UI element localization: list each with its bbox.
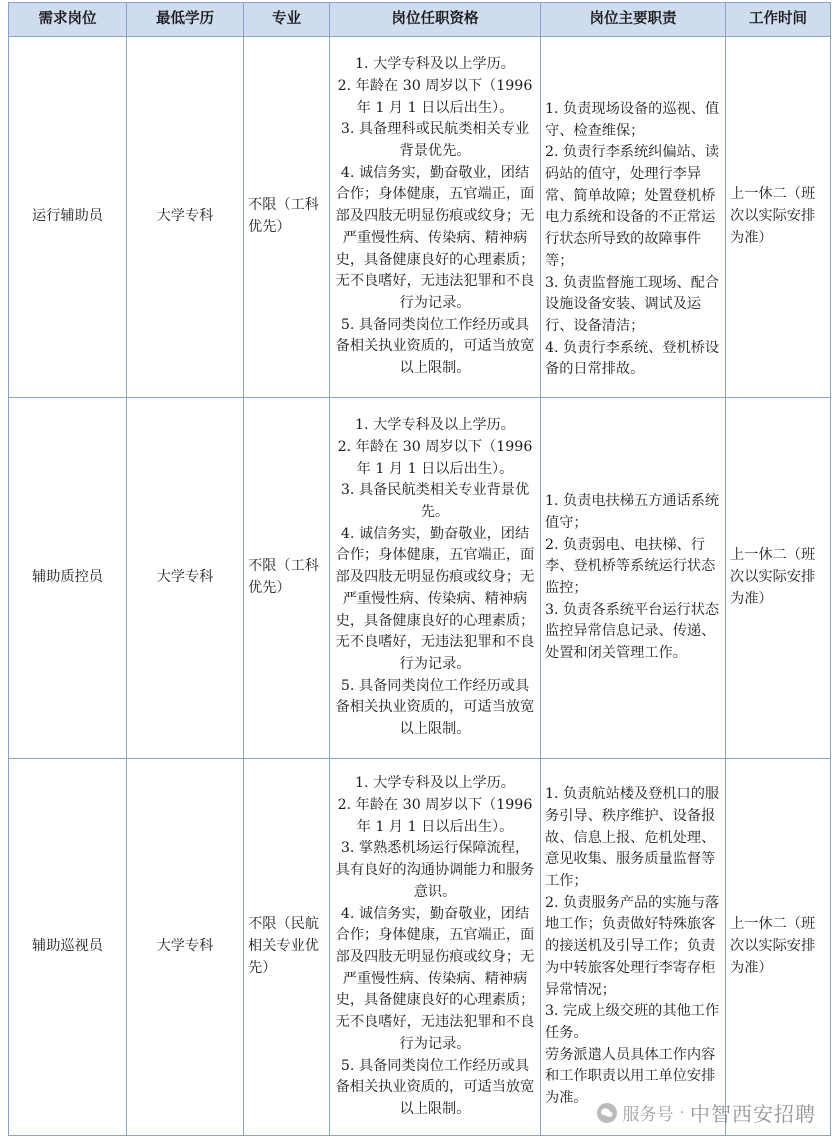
watermark-separator: · (679, 1104, 684, 1121)
qualification-item: 1. 大学专科及以上学历。 (355, 56, 515, 73)
duty-item: 2. 负责弱电、电扶梯、行李、登机桥等系统运行状态监控； (545, 536, 716, 596)
cell-duties (541, 759, 726, 1136)
cell-qualifications (330, 759, 541, 1136)
qualification-item: 2. 年龄在 30 周岁以下（1996 年 1 月 1 日以后出生）。 (337, 438, 533, 477)
qualification-item: 1. 大学专科及以上学历。 (355, 775, 515, 792)
qualification-item: 2. 年龄在 30 周岁以下（1996 年 1 月 1 日以后出生）。 (337, 797, 533, 835)
watermark-account-type: 服务号 (622, 1105, 674, 1125)
qualification-item: 4. 诚信务实，勤奋敬业，团结合作；身体健康，五官端正，面部及四肢无明显伤痕或纹身；无严重慢性病、传染病、精神病史，具备健康良好的心理素质；无不良嗜好，无违法犯罪和不良行为记录。 (335, 164, 535, 311)
cell-duties (541, 398, 726, 759)
qualification-item: 2. 年龄在 30 周岁以下（1996 年 1 月 1 日以后出生）。 (337, 77, 533, 116)
duty-item: 劳务派遣人员具体工作内容和工作职责以用工单位安排为准。 (545, 1046, 716, 1107)
qualification-item: 5. 具备同类岗位工作经历或具备相关执业资质的，可适当放宽以上限制。 (335, 316, 535, 377)
cell-major: 不限（工科优先） (244, 398, 330, 759)
cell-work-time: 上一休二（班次以实际安排为准） (726, 398, 831, 759)
duty-item: 2. 负责服务产品的实施与落地工作；负责做好特殊旅客的接送机及引导工作；负责为中转旅客处理行李寄存柜异常情况； (545, 894, 720, 998)
header-work-time: 工作时间 (726, 3, 831, 37)
qualification-item: 4. 诚信务实，勤奋敬业，团结合作；身体健康，五官端正，面部及四肢无明显伤痕或纹身；无严重慢性病、传染病、精神病史，具备健康良好的心理素质；无不良嗜好，无违法犯罪和不良行为记录。 (335, 905, 535, 1052)
table-row (9, 759, 831, 1136)
header-major: 专业 (244, 3, 330, 37)
cell-position: 辅助巡视员 (9, 759, 127, 1136)
table-row (9, 37, 831, 398)
header-qualifications: 岗位任职资格 (330, 3, 541, 37)
duty-item: 3. 负责各系统平台运行状态监控异常信息记录、传递、处置和闭关管理工作。 (545, 601, 720, 662)
duty-item: 2. 负责行李系统纠偏站、读码站的值守，处理行李异常、简单故障；处置登机桥电力系统和设备的不正常运行状态所导致的故障事件等； (545, 144, 720, 269)
header-position: 需求岗位 (9, 3, 127, 37)
job-requirements-table (8, 2, 831, 1136)
duty-item: 3. 完成上级交班的其他工作任务。 (545, 1003, 720, 1041)
duty-item: 3. 负责监督施工现场、配合设施设备安装、调试及运行、设备清洁； (545, 274, 720, 334)
qualification-item: 3. 具备理科或民航类相关专业背景优先。 (340, 121, 530, 160)
cell-education: 大学专科 (127, 759, 244, 1136)
table-header-row (9, 3, 831, 37)
cell-major: 不限（工科优先） (244, 37, 330, 398)
qualification-item: 4. 诚信务实，勤奋敬业，团结合作；身体健康，五官端正，面部及四肢无明显伤痕或纹身；无严重慢性病、传染病、精神病史，具备健康良好的心理素质；无不良嗜好，无违法犯罪和不良行为记录。 (335, 525, 535, 672)
qualification-item: 5. 具备同类岗位工作经历或具备相关执业资质的，可适当放宽以上限制。 (335, 677, 535, 738)
cell-education: 大学专科 (127, 398, 244, 759)
qualification-item: 3. 具备民航类相关专业背景优先。 (340, 482, 530, 521)
duty-item: 1. 负责航站楼及登机口的服务引导、秩序维护、设备报故、信息上报、危机处理、意见收集、服务质量监督等工作； (545, 786, 720, 890)
cell-qualifications (330, 37, 541, 398)
cell-work-time: 上一休二（班次以实际安排为准） (726, 759, 831, 1136)
cell-position: 运行辅助员 (9, 37, 127, 398)
qualification-item: 5. 具备同类岗位工作经历或具备相关执业资质的，可适当放宽以上限制。 (335, 1057, 535, 1117)
cell-position: 辅助质控员 (9, 398, 127, 759)
cell-duties (541, 37, 726, 398)
duty-item: 1. 负责电扶梯五方通话系统值守； (545, 493, 720, 531)
qualification-item: 1. 大学专科及以上学历。 (355, 417, 515, 434)
header-education: 最低学历 (127, 3, 244, 37)
table-row (9, 398, 831, 759)
cell-qualifications (330, 398, 541, 759)
header-duties: 岗位主要职责 (541, 3, 726, 37)
cell-work-time: 上一休二（班次以实际安排为准） (726, 37, 831, 398)
cell-education: 大学专科 (127, 37, 244, 398)
cell-major: 不限（民航相关专业优先） (244, 759, 330, 1136)
duty-item: 1. 负责现场设备的巡视、值守、检查维保； (545, 100, 720, 139)
duty-item: 4. 负责行李系统、登机桥设备的日常排故。 (545, 339, 720, 378)
qualification-item: 3. 掌熟悉机场运行保障流程，具有良好的沟通协调能力和服务意识。 (335, 840, 535, 900)
watermark-brand: 中智西安招聘 (690, 1102, 816, 1126)
